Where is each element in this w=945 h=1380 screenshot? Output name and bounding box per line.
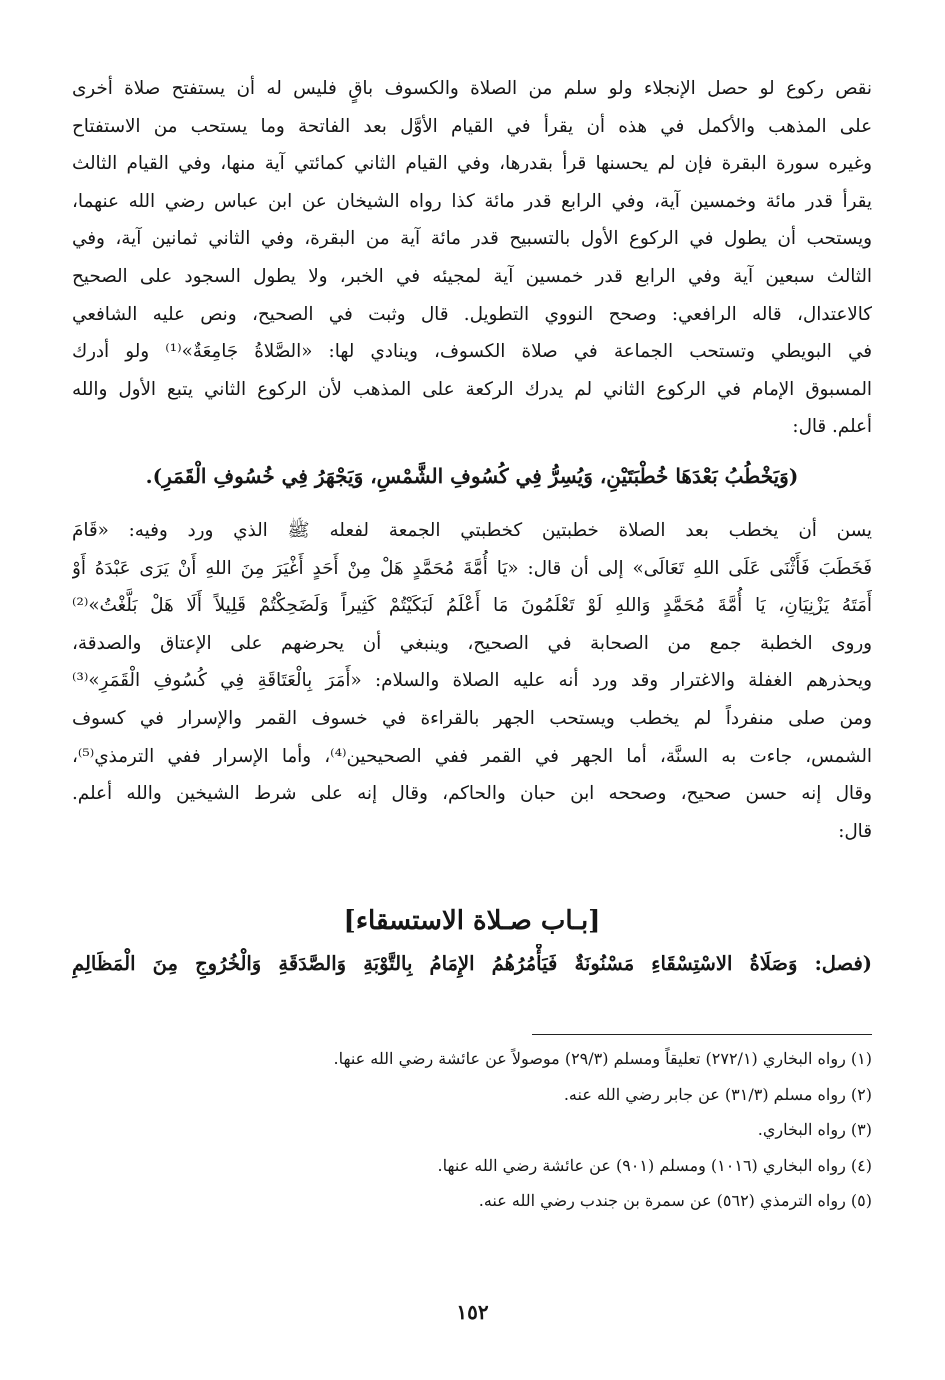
text-line: الشمس، جاءت به السنَّة، أما الجهر في القمر ففي الصحيحين⁽⁴⁾، وأما الإسرار ففي الترمذي⁽⁵⁾، bbox=[72, 745, 872, 767]
text-line: ويحذرهم الغفلة والاغترار وقد ورد أنه عليه الصلاة والسلام: «أَمَرَ بِالْعَتَاقَةِ فِي كُسُوفِ الْقَمَرِ»⁽³⁾ bbox=[72, 670, 872, 692]
footnote-item: (٤) رواه البخاري (١٠١٦) ومسلم (٩٠١) عن عائشة رضي الله عنها. bbox=[437, 1155, 872, 1175]
matn-quote: (وَيَخْطُبُ بَعْدَهَا خُطْبَتَيْنِ، وَيُسِرُّ فِي كُسُوفِ الشَّمْسِ، وَيَجْهَرُ فِي خُسُوفِ الْقَمَرِ). bbox=[145, 463, 799, 488]
footnote-divider bbox=[532, 1034, 872, 1035]
fasl-line: (فصل: وَصَلَاةُ الاسْتِسْقَاءِ مَسْنُونَةٌ فَيَأْمُرُهُمُ الإِمَامُ بِالتَّوْبَةِ وَالصَّدَقَةِ وَالْخُرُوجِ مِنَ الْمَظَالِمِ bbox=[72, 952, 872, 976]
chapter-heading: [بـاب صـلاة الاستسقاء] bbox=[343, 906, 601, 937]
text-line: على المذهب والأكمل في هذه أن يقرأ في القيام الأوَّل بعد الفاتحة وما يستحب من الاستفتاح bbox=[72, 115, 872, 137]
footnote-item: (٥) رواه الترمذي (٥٦٢) عن سمرة بن جندب رضي الله عنه. bbox=[478, 1191, 872, 1211]
footnotes bbox=[72, 1041, 872, 1219]
footnote-item: (١) رواه البخاري (٢٧٢/١) تعليقاً ومسلم (٢٩/٣) موصولاً عن عائشة رضي الله عنها. bbox=[333, 1049, 872, 1069]
text-line: أَمَتَهُ يَزْنِيَانِ، يَا أُمَّةَ مُحَمَّدٍ وَاللهِ لَوْ تَعْلَمُونَ مَا أَعْلَمُ لَبَكَيْتُمْ كَثِيراً وَلَضَحِكْتُمْ قَلِيلاً أَلَا هَلْ بَلَّغْتُ»⁽²⁾ bbox=[72, 595, 872, 617]
page-number: ١٥٢ bbox=[456, 1300, 489, 1324]
text-line: وقال إنه حسن صحيح، وصححه ابن حبان والحاكم، وقال إنه على شرط الشيخين والله أعلم. bbox=[72, 783, 872, 805]
text-line: وروى الخطبة جمع من الصحابة في الصحيح، وينبغي أن يحرضهم على الإعتاق والصدقة، bbox=[72, 632, 872, 654]
text-line: نقص ركوع لو حصل الإنجلاء ولو سلم من الصلاة والكسوف باقٍ فليس له أن يستفتح صلاة أخرى bbox=[72, 78, 872, 99]
text-line: أعلم. قال: bbox=[792, 416, 872, 438]
text-line: ومن صلى منفرداً لم يخطب ويستحب الجهر بالقراءة في خسوف القمر والإسرار في كسوف bbox=[72, 707, 872, 729]
footnote-item: (٣) رواه البخاري. bbox=[757, 1120, 872, 1140]
text-line: ويستحب أن يطول في الركوع الأول بالتسبيح قدر مائة آية من البقرة، وفي الثاني ثمانين آية، وفي bbox=[72, 228, 872, 250]
text-line: فَخَطَبَ فَأَثْنَى عَلَى اللهِ تَعَالَى» إلى أن قال: «يَا أُمَّةَ مُحَمَّدٍ هَلْ مِنْ أَحَدٍ أَغْيَرَ مِنَ اللهِ أَنْ يَرَى عَبْدَهُ أَوْ bbox=[72, 557, 872, 579]
text-line: المسبوق الإمام في الركوع الثاني لم يدرك الركعة على المذهب لأن الركوع الثاني يتبع الأول والله bbox=[72, 378, 872, 400]
page-content bbox=[72, 70, 872, 1219]
paragraph-1 bbox=[72, 70, 872, 446]
text-line: يقرأ قدر مائة وخمسين آية، وفي الرابع قدر مائة كذا رواه الشيخان عن ابن عباس رضي الله عنهما، bbox=[72, 190, 872, 212]
text-line: وغيره سورة البقرة فإن لم يحسنها قرأ بقدرها، وفي القيام الثاني كمائتي آية منها، وفي القيام الثالث bbox=[72, 153, 872, 175]
text-line: يسن أن يخطب بعد الصلاة خطبتين كخطبتي الجمعة لفعله ﷺ الذي ورد وفيه: «قَامَ bbox=[72, 519, 872, 541]
text-line: قال: bbox=[838, 820, 872, 842]
paragraph-2 bbox=[72, 512, 872, 850]
text-line: كالاعتدال، قاله الرافعي: وصحح النووي التطويل. قال وثبت في الصحيح، ونص عليه الشافعي bbox=[72, 303, 872, 325]
text-line: في البويطي وتستحب الجماعة في صلاة الكسوف، وينادي لها: «الصَّلاةُ جَامِعَةٌ»⁽¹⁾ ولو أدرك bbox=[72, 341, 872, 363]
text-line: الثالث سبعين آية وفي الرابع قدر خمسين آية لمجيئه في الخبر، ولا يطول السجود على الصحيح bbox=[72, 265, 872, 287]
footnote-item: (٢) رواه مسلم (٣١/٣) عن جابر رضي الله عنه. bbox=[563, 1084, 872, 1104]
